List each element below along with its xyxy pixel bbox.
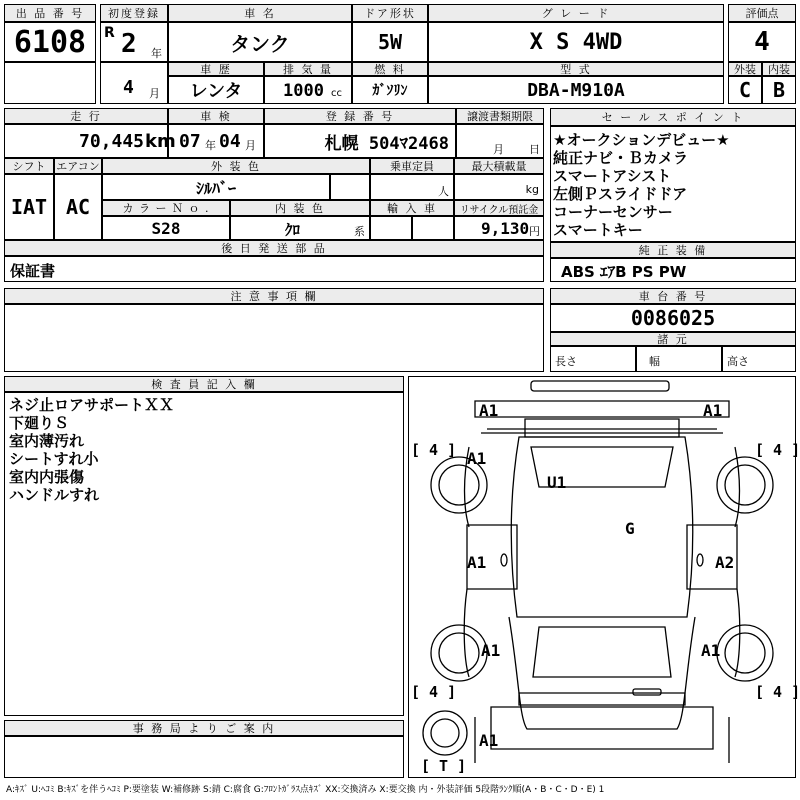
mileage-cell [4, 124, 176, 158]
reg-era: R [104, 25, 115, 41]
transfer-label: 譲渡書類期限 [456, 108, 544, 124]
lot-number: 6108 [4, 22, 96, 62]
color: ｼﾙﾊﾞｰ [102, 174, 330, 200]
transfer-day: 日 [529, 143, 540, 156]
legend: A:ｷｽﾞ U:ﾍｺﾐ B:ｷｽﾞを伴うﾍｺﾐ P:要塗装 W:補修跡 S:錆 C:腐食 G:ﾌﾛﾝﾄｶﾞﾗｽ点ｷｽﾞ XX:交換済み X:要交換 内・外装評価 5段階ﾗﾝｸ順(A・B・C・D・E) 1 [6, 785, 605, 795]
width-label: 幅 [649, 355, 660, 368]
history-label: 車 歴 [168, 62, 264, 76]
ac: AC [54, 174, 102, 240]
score: 4 [728, 22, 796, 62]
tire-tread: [ 4 ] [755, 683, 800, 701]
cc-label: 排 気 量 [264, 62, 352, 76]
later-parts: 保証書 [10, 262, 56, 280]
import-b [412, 216, 454, 240]
transfer-cell [456, 124, 544, 158]
transfer-month: 月 [493, 143, 504, 156]
recycle-unit: 円 [529, 225, 540, 238]
inspector-item: ネジ止ロアサポートＸＸ [9, 396, 175, 414]
lot-label: 出 品 番 号 [4, 4, 96, 22]
int-label: 内装 [762, 62, 796, 76]
door-type: 5W [352, 22, 428, 62]
inspect-month: 04 [219, 131, 241, 152]
inspector-item: 室内内張傷 [9, 468, 85, 486]
cc-unit: cc [331, 88, 342, 99]
notes-label: 注 意 事 項 欄 [4, 288, 544, 304]
inspect-month-unit: 月 [245, 139, 256, 152]
mileage-unit: km [145, 131, 176, 152]
reg-year-unit: 年 [151, 47, 162, 60]
cc-cell [264, 76, 352, 104]
model-label: 型 式 [428, 62, 724, 76]
damage-mark: A1 [479, 731, 499, 750]
capacity-unit: 人 [438, 185, 449, 198]
recycle-cell [454, 216, 544, 240]
sales-item: コーナーセンサー [553, 203, 673, 221]
intcolor-unit: 系 [354, 225, 365, 238]
height-cell [722, 346, 796, 372]
plate-label: 登 録 番 号 [264, 108, 456, 124]
equipment: ABS ｴｱB PS PW [561, 263, 687, 281]
inspector-item: シートすれ小 [9, 450, 99, 468]
reg-label: 初度登録 [100, 4, 168, 22]
reg-month-cell [100, 62, 168, 104]
plate: 札幌 504ﾏ2468 [264, 124, 456, 158]
chassis-label: 車 台 番 号 [550, 288, 796, 304]
intcolor-label: 内 装 色 [230, 200, 370, 216]
sales-item: 純正ナビ・Ｂカメラ [553, 149, 689, 167]
height-label: 高さ [727, 355, 749, 368]
ext-label: 外装 [728, 62, 762, 76]
load-cell [454, 174, 544, 200]
length-label: 長さ [555, 355, 577, 368]
sales-label: セ ー ル ス ポ イ ン ト [550, 108, 796, 126]
tire-tread: [ 4 ] [411, 683, 457, 701]
office-label: 事 務 局 よ り ご 案 内 [4, 720, 404, 736]
mileage: 70,445 [79, 131, 145, 152]
door-label: ドア形状 [352, 4, 428, 22]
mileage-label: 走 行 [4, 108, 168, 124]
model: DBA-M910A [428, 76, 724, 104]
sales-item: スマートキー [553, 221, 643, 239]
inspect-year: 07 [179, 131, 201, 152]
length-cell [550, 346, 636, 372]
load-label: 最大積載量 [454, 158, 544, 174]
lot-blank [4, 62, 96, 104]
grade-label: グ レ ー ド [428, 4, 724, 22]
inspect-cell [168, 124, 264, 158]
damage-mark: G [625, 519, 635, 538]
color-label: 外 装 色 [102, 158, 370, 174]
colorno: S28 [102, 216, 230, 240]
reg-month-unit: 月 [149, 87, 160, 100]
equipment-label: 純 正 装 備 [550, 242, 796, 258]
intcolor: ｸﾛ [285, 221, 301, 239]
width-cell [636, 346, 722, 372]
inspect-year-unit: 年 [205, 139, 216, 152]
dims-label: 諸 元 [550, 332, 796, 346]
sales-item: 左側Ｐスライドドア [553, 185, 688, 203]
damage-mark: A2 [715, 553, 735, 572]
tire-tread: [ 4 ] [411, 441, 457, 459]
import-a [370, 216, 412, 240]
fuel-label: 燃 料 [352, 62, 428, 76]
reg-year-cell [100, 22, 168, 62]
later-label: 後 日 発 送 部 品 [4, 240, 544, 256]
recycle: 9,130 [481, 219, 530, 238]
chassis-number: 0086025 [550, 304, 796, 332]
int-score: B [762, 76, 796, 104]
inspector-notes [4, 392, 404, 716]
sales-item: スマートアシスト [553, 167, 672, 185]
car-outline-icon [409, 377, 795, 777]
colorno-label: カ ラ ー Ｎ ｏ . [102, 200, 230, 216]
grade: X S 4WD [428, 22, 724, 62]
spare-tire: [ T ] [421, 757, 467, 775]
tire-tread: [ 4 ] [755, 441, 800, 459]
intcolor-cell [230, 216, 370, 240]
shift: IAT [4, 174, 54, 240]
inspect-label: 車 検 [168, 108, 264, 124]
office-area [4, 736, 404, 778]
damage-mark: A1 [467, 449, 487, 468]
ac-label: エアコン [54, 158, 102, 174]
cc: 1000 [283, 81, 324, 101]
recycle-label: リサイクル預託金 [454, 200, 544, 216]
inspector-item: 室内薄汚れ [9, 432, 85, 450]
damage-mark: A1 [703, 401, 723, 420]
name-label: 車 名 [168, 4, 352, 22]
inspector-label: 検 査 員 記 入 欄 [4, 376, 404, 392]
damage-mark: A1 [481, 641, 501, 660]
sales-item: ★オークションデビュー★ [553, 131, 730, 149]
ext-score: C [728, 76, 762, 104]
history: レンタ [168, 76, 264, 104]
damage-mark: A1 [467, 553, 487, 572]
equipment-cell [550, 258, 796, 282]
reg-year: 2 [121, 29, 137, 59]
damage-mark: U1 [547, 473, 567, 492]
inspector-item: ハンドルすれ [9, 486, 100, 504]
color-blank [330, 174, 370, 200]
load-unit: kg [525, 183, 539, 196]
sales-points [550, 126, 796, 242]
inspector-item: 下廻りＳ [9, 414, 70, 432]
car-diagram [408, 376, 800, 778]
capacity-label: 乗車定員 [370, 158, 454, 174]
later-cell [4, 256, 544, 282]
notes-area [4, 304, 544, 372]
reg-month: 4 [123, 77, 134, 98]
capacity-cell [370, 174, 454, 200]
score-label: 評価点 [728, 4, 796, 22]
damage-mark: A1 [701, 641, 721, 660]
damage-mark: A1 [479, 401, 499, 420]
car-name: タンク [168, 22, 352, 62]
shift-label: シフト [4, 158, 54, 174]
import-label: 輸 入 車 [370, 200, 454, 216]
fuel: ｶﾞｿﾘﾝ [352, 76, 428, 104]
